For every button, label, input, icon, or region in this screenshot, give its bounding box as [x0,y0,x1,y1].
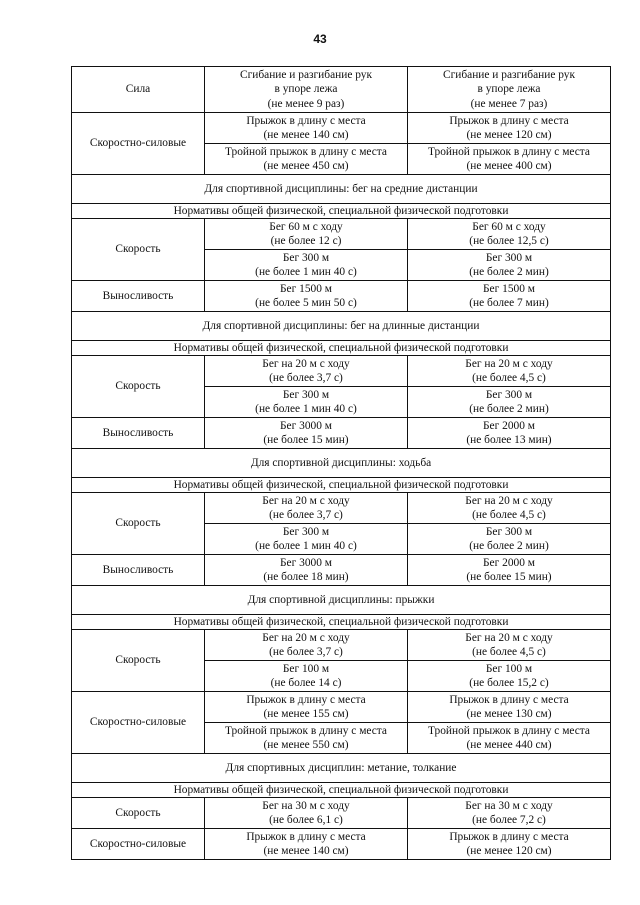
norm-cell-women: Бег на 20 м с ходу (не более 4,5 с) [408,630,611,661]
norm-cell-men: Прыжок в длину с места (не менее 140 см) [205,829,408,860]
norm-cell-men: Прыжок в длину с места (не менее 140 см) [205,113,408,144]
table-row [72,630,611,661]
norm-cell-women: Бег на 20 м с ходу (не более 4,5 с) [408,356,611,387]
norm-cell-women: Бег 2000 м (не более 13 мин) [408,418,611,449]
norm-cell-men: Бег 300 м (не более 1 мин 40 с) [205,524,408,555]
norm-cell-women: Бег 300 м (не более 2 мин) [408,250,611,281]
quality-label: Скоростно-силовые [72,113,205,175]
table-row [72,829,611,860]
norm-cell-men: Бег 60 м с ходу (не более 12 с) [205,219,408,250]
table-row [72,219,611,250]
norm-cell-men: Бег 3000 м (не более 18 мин) [205,555,408,586]
norm-cell-women: Бег 100 м (не более 15,2 с) [408,661,611,692]
quality-label: Выносливость [72,418,205,449]
norm-cell-men: Бег на 20 м с ходу (не более 3,7 с) [205,356,408,387]
section-row [72,754,611,783]
section-title: Для спортивных дисциплин: метание, толкание [72,754,611,783]
quality-label: Скоростно-силовые [72,829,205,860]
section-row [72,175,611,204]
section-title: Для спортивной дисциплины: бег на длинные дистанции [72,312,611,341]
norm-cell-women: Бег 60 м с ходу (не более 12,5 с) [408,219,611,250]
norm-cell-women: Бег 300 м (не более 2 мин) [408,387,611,418]
section-row [72,312,611,341]
norm-header: Нормативы общей физической, специальной физической подготовки [72,341,611,356]
table-row [72,113,611,144]
section-title: Для спортивной дисциплины: бег на средние дистанции [72,175,611,204]
table-row [72,281,611,312]
quality-label: Скорость [72,356,205,418]
table-row [72,493,611,524]
norm-cell-men: Прыжок в длину с места (не менее 155 см) [205,692,408,723]
quality-label: Выносливость [72,281,205,312]
norm-cell-women: Прыжок в длину с места (не менее 120 см) [408,113,611,144]
norm-cell-men: Тройной прыжок в длину с места (не менее 450 см) [205,144,408,175]
quality-label: Сила [72,67,205,113]
table-row [72,798,611,829]
norm-header-row [72,478,611,493]
norm-cell-women: Бег 300 м (не более 2 мин) [408,524,611,555]
table-row [72,692,611,723]
norm-cell-women: Бег 1500 м (не более 7 мин) [408,281,611,312]
norm-cell-women: Тройной прыжок в длину с места (не менее 440 см) [408,723,611,754]
norm-cell-men: Бег на 30 м с ходу (не более 6,1 с) [205,798,408,829]
norm-cell-men: Бег на 20 м с ходу (не более 3,7 с) [205,493,408,524]
quality-label: Скорость [72,798,205,829]
quality-label: Выносливость [72,555,205,586]
norm-cell-women: Тройной прыжок в длину с места (не менее 400 см) [408,144,611,175]
norm-cell-men: Бег на 20 м с ходу (не более 3,7 с) [205,630,408,661]
norm-cell-men: Бег 3000 м (не более 15 мин) [205,418,408,449]
norm-header: Нормативы общей физической, специальной физической подготовки [72,204,611,219]
norm-cell-men: Бег 300 м (не более 1 мин 40 с) [205,250,408,281]
quality-label: Скорость [72,219,205,281]
norm-cell-women: Сгибание и разгибание рук в упоре лежа (не менее 7 раз) [408,67,611,113]
norm-cell-women: Бег на 30 м с ходу (не более 7,2 с) [408,798,611,829]
norm-cell-women: Бег 2000 м (не более 15 мин) [408,555,611,586]
norm-cell-women: Прыжок в длину с места (не менее 120 см) [408,829,611,860]
norm-cell-men: Бег 1500 м (не более 5 мин 50 с) [205,281,408,312]
norm-cell-men: Бег 100 м (не более 14 с) [205,661,408,692]
table-row [72,555,611,586]
norm-header-row [72,783,611,798]
norm-header: Нормативы общей физической, специальной физической подготовки [72,783,611,798]
section-row [72,586,611,615]
norms-table [71,66,611,860]
norm-header-row [72,615,611,630]
norm-cell-men: Тройной прыжок в длину с места (не менее 550 см) [205,723,408,754]
norm-header: Нормативы общей физической, специальной физической подготовки [72,615,611,630]
section-title: Для спортивной дисциплины: прыжки [72,586,611,615]
norm-cell-women: Прыжок в длину с места (не менее 130 см) [408,692,611,723]
norm-cell-men: Бег 300 м (не более 1 мин 40 с) [205,387,408,418]
norm-header-row [72,204,611,219]
table-row [72,418,611,449]
norm-cell-men: Сгибание и разгибание рук в упоре лежа (не менее 9 раз) [205,67,408,113]
quality-label: Скоростно-силовые [72,692,205,754]
section-row [72,449,611,478]
page-number: 43 [313,32,327,46]
table-row [72,356,611,387]
quality-label: Скорость [72,630,205,692]
section-title: Для спортивной дисциплины: ходьба [72,449,611,478]
quality-label: Скорость [72,493,205,555]
norm-cell-women: Бег на 20 м с ходу (не более 4,5 с) [408,493,611,524]
norm-header-row [72,341,611,356]
norm-header: Нормативы общей физической, специальной физической подготовки [72,478,611,493]
table-row [72,67,611,113]
